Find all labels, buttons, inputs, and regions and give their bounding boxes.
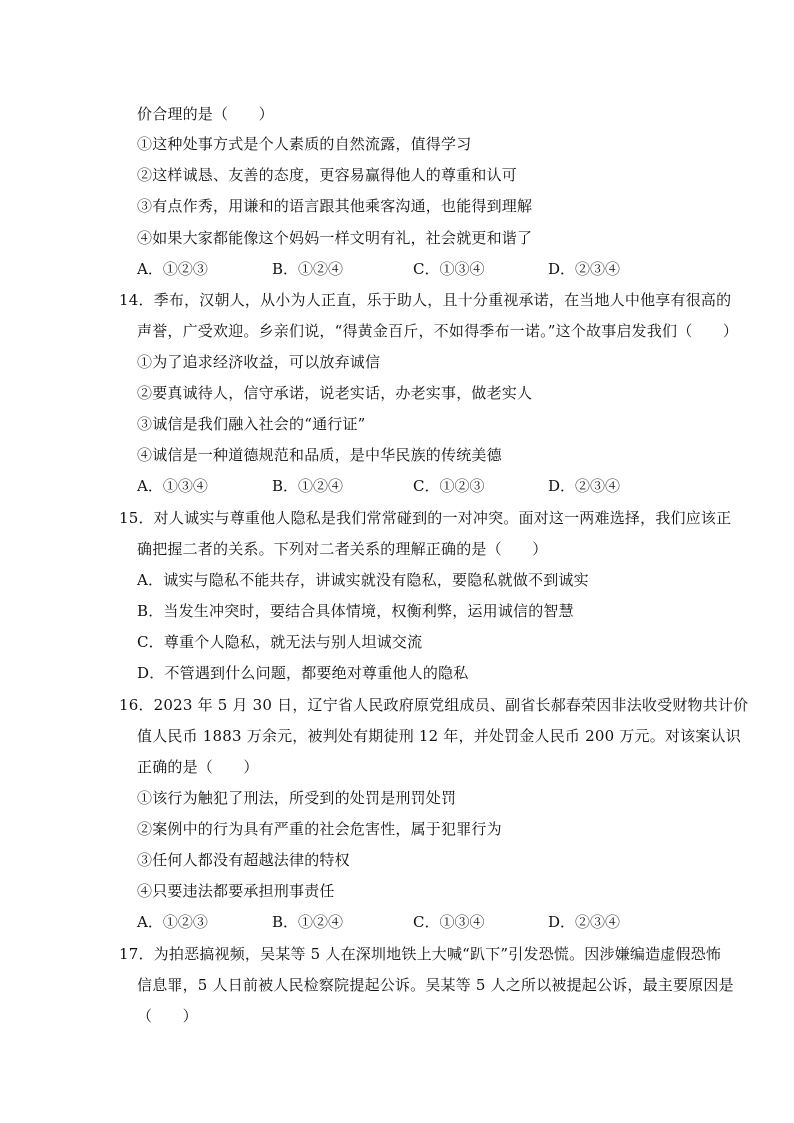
q15-stem-line-2: 确把握二者的关系。下列对二者关系的理解正确的是（ ） [137,540,548,558]
q13-item-2: ②这样诚恳、友善的态度，更容易赢得他人的尊重和认可 [137,166,518,184]
q16-option-a: A．①②③ [137,913,208,931]
q13-item-1: ①这种处事方式是个人素质的自然流露，值得学习 [137,135,472,153]
q16-option-d: D．②③④ [548,913,621,931]
q14-stem-line-1: 14．季布，汉朝人，从小为人正直，乐于助人，且十分重视承诺，在当地人中他享有很高的 [119,291,732,309]
q13-item-3: ③有点作秀，用谦和的语言跟其他乘客沟通，也能得到理解 [137,197,533,215]
q14-item-4: ④诚信是一种道德规范和品质，是中华民族的传统美德 [137,446,502,464]
q14-item-2: ②要真诚待人，信守承诺，说老实话，办老实事，做老实人 [137,384,533,402]
q13-option-d: D．②③④ [548,260,621,278]
q16-stem-line-2: 值人民币 1883 万余元，被判处有期徒刑 12 年，并处罚金人民币 200 万元。对该案认识 [137,727,741,745]
q16-item-3: ③任何人都没有超越法律的特权 [137,851,350,869]
q13-option-c: C．①③④ [413,260,485,278]
q17-stem-line-2: 信息罪，5 人日前被人民检察院提起公诉。吴某等 5 人之所以被提起公诉，最主要原因是 [137,976,734,994]
q16-option-c: C．①③④ [413,913,485,931]
q14-option-d: D．②③④ [548,477,621,495]
q16-option-b: B．①②④ [272,913,344,931]
q14-stem-line-2: 声誉，广受欢迎。乡亲们说，“得黄金百斤，不如得季布一诺。”这个故事启发我们（ ） [137,322,739,340]
q15-option-a: A．诚实与隐私不能共存，讲诚实就没有隐私，要隐私就做不到诚实 [137,571,589,589]
q13-stem-continuation: 价合理的是（ ） [137,105,274,123]
q17-stem-line-1: 17．为拍恶搞视频，吴某等 5 人在深圳地铁上大喊“趴下”引发恐慌。因涉嫌编造虚假恐怖 [119,945,722,963]
q16-item-1: ①该行为触犯了刑法，所受到的处罚是刑罚处罚 [137,789,457,807]
q13-item-4: ④如果大家都能像这个妈妈一样文明有礼，社会就更和谐了 [137,229,533,247]
q14-option-a: A．①③④ [137,477,208,495]
q16-item-4: ④只要违法都要承担刑事责任 [137,882,335,900]
q15-option-b: B．当发生冲突时，要结合具体情境，权衡利弊，运用诚信的智慧 [137,602,574,620]
q13-option-b: B．①②④ [272,260,344,278]
q15-option-c: C．尊重个人隐私，就无法与别人坦诚交流 [137,633,423,651]
q15-option-d: D．不管遇到什么问题，都要绝对尊重他人的隐私 [137,664,469,682]
q16-stem-line-1: 16．2023 年 5 月 30 日，辽宁省人民政府原党组成员、副省长郝春荣因非法收受财物共计价 [119,696,749,714]
q14-item-1: ①为了追求经济收益，可以放弃诚信 [137,353,381,371]
q15-stem-line-1: 15．对人诚实与尊重他人隐私是我们常常碰到的一对冲突。面对这一两难选择，我们应该正 [119,509,732,527]
q14-option-b: B．①②④ [272,477,344,495]
q13-option-a: A．①②③ [137,260,208,278]
q14-item-3: ③诚信是我们融入社会的“通行证” [137,415,366,433]
q17-stem-line-3: （ ） [137,1007,198,1025]
q14-option-c: C．①②③ [413,477,485,495]
q16-stem-line-3: 正确的是（ ） [137,758,259,776]
q16-item-2: ②案例中的行为具有严重的社会危害性，属于犯罪行为 [137,820,502,838]
